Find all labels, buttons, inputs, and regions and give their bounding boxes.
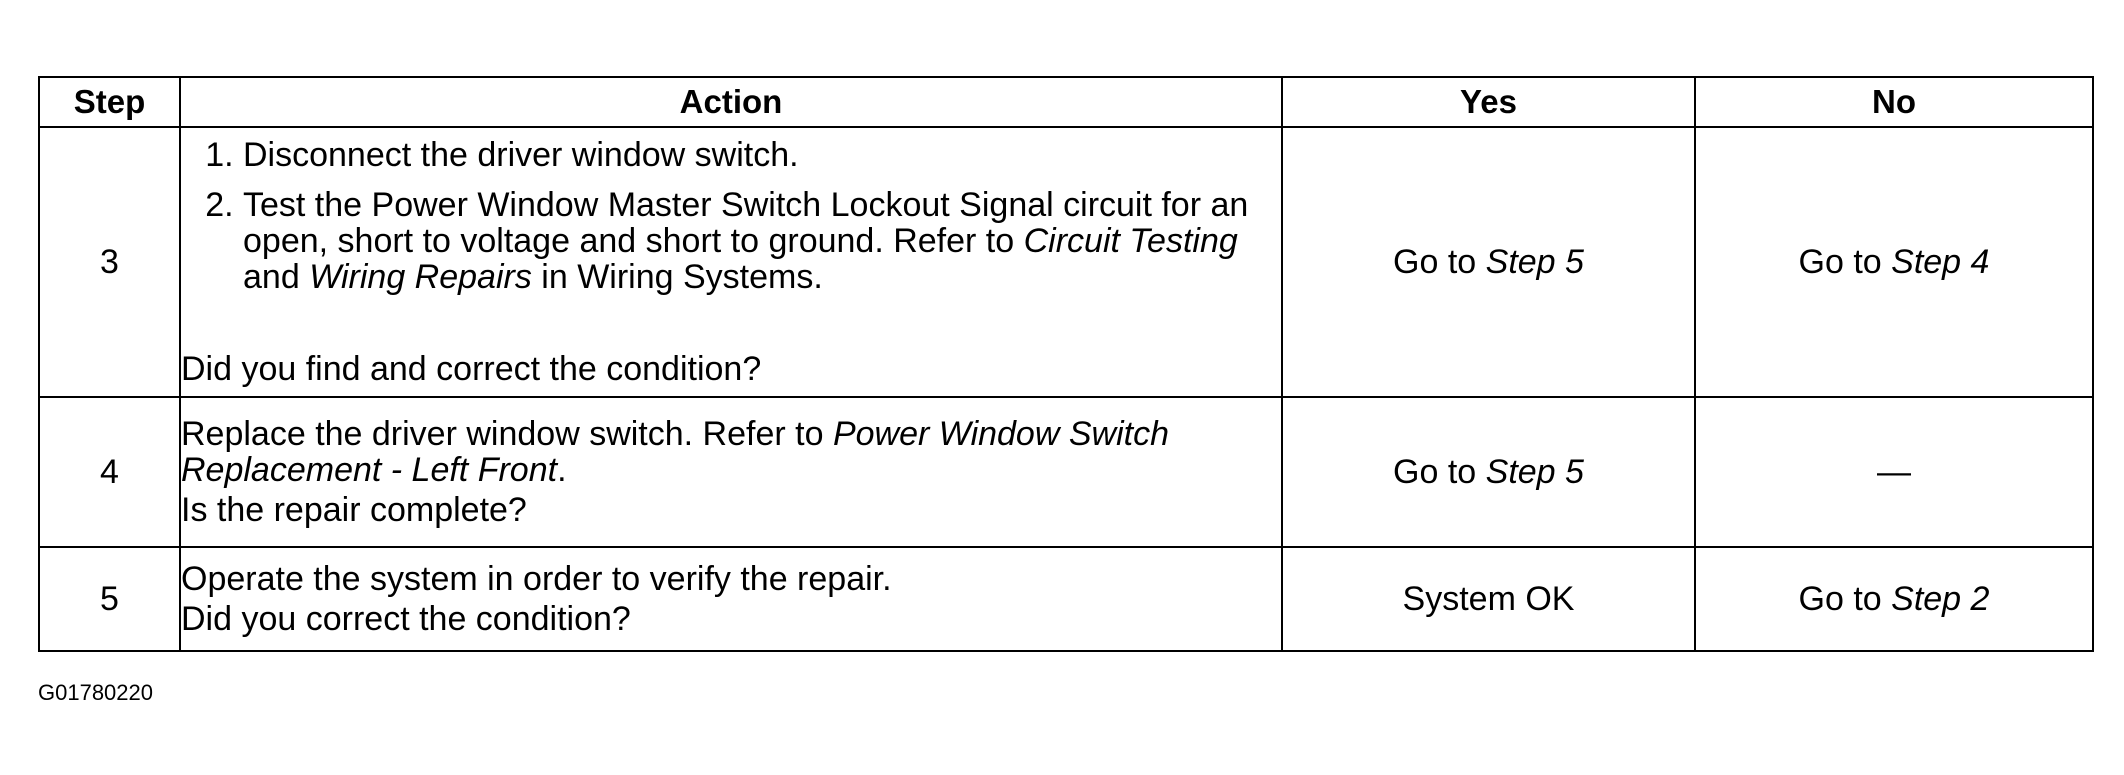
yes-result: Go to Step 5	[1282, 397, 1695, 547]
header-row	[39, 77, 2093, 127]
question-text: Is the repair complete?	[181, 491, 527, 529]
table-row	[39, 547, 2093, 651]
figure-id: G01780220	[38, 680, 153, 705]
reference-link-text: Circuit Testing	[1023, 222, 1238, 260]
action-cell	[180, 127, 1282, 397]
action-cell	[180, 547, 1282, 651]
yes-result: System OK	[1282, 547, 1695, 651]
list-item: 2. Test the Power Window Master Switch Lockout Signal circuit for an open, short to voltage and short to ground. Refer to Circuit Testing and Wiring Repairs in Wiring Systems.	[243, 187, 1281, 295]
diagnostic-table	[38, 76, 2094, 652]
header-step: Step	[39, 77, 180, 127]
header-yes: Yes	[1282, 77, 1695, 127]
action-text: Operate the system in order to verify the repair.	[181, 560, 892, 598]
question-text: Did you correct the condition?	[181, 600, 631, 638]
step-number: 5	[39, 547, 180, 651]
step-reference: Step 5	[1485, 242, 1584, 281]
yes-result: Go to Step 5	[1282, 127, 1695, 397]
step-reference: Step 5	[1485, 452, 1584, 491]
step-number: 4	[39, 397, 180, 547]
list-item: 1. Disconnect the driver window switch.	[243, 137, 1281, 173]
no-result: Go to Step 2	[1695, 547, 2093, 651]
table-row	[39, 127, 2093, 397]
table-row	[39, 397, 2093, 547]
step-number: 3	[39, 127, 180, 397]
header-action: Action	[180, 77, 1282, 127]
header-no: No	[1695, 77, 2093, 127]
step-reference: Step 2	[1891, 579, 1990, 618]
reference-link-text: Wiring Repairs	[309, 258, 532, 296]
action-text: Replace the driver window switch. Refer to Power Window Switch Replacement - Left Front.	[181, 415, 1169, 489]
reference-link-text: Power Window Switch Replacement - Left Front	[181, 415, 1169, 489]
step-reference: Step 4	[1891, 242, 1990, 281]
no-result: Go to Step 4	[1695, 127, 2093, 397]
no-result: —	[1695, 397, 2093, 547]
action-cell	[180, 397, 1282, 547]
question-text: Did you find and correct the condition?	[181, 350, 762, 388]
action-steps-list	[181, 137, 1281, 295]
